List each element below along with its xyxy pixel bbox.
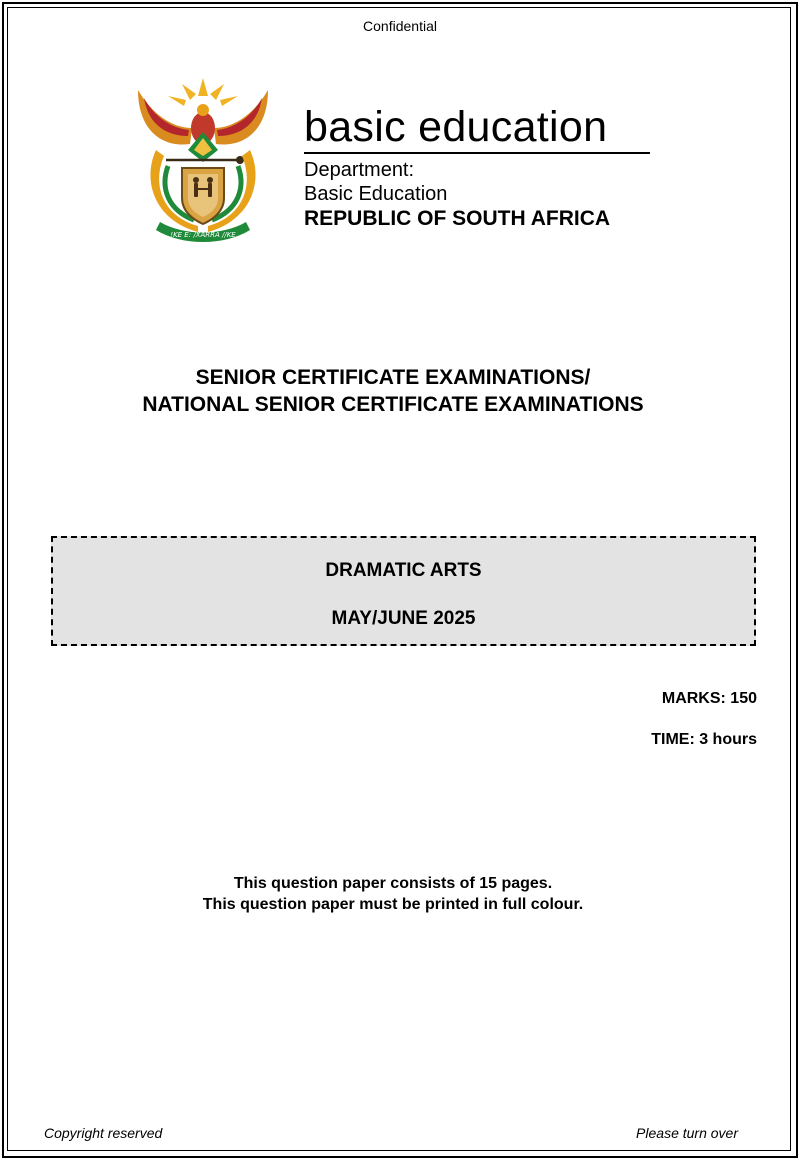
department-brand: basic education — [304, 103, 608, 151]
subject-name: DRAMATIC ARTS — [325, 560, 482, 581]
department-label: Department: — [304, 159, 415, 181]
turn-over-footer: Please turn over — [636, 1125, 738, 1141]
country-name: REPUBLIC OF SOUTH AFRICA — [304, 207, 611, 230]
svg-text:!KE E: /XARRA //KE: !KE E: /XARRA //KE — [170, 231, 236, 239]
coat-of-arms-icon — [132, 70, 274, 250]
exam-title — [0, 364, 786, 418]
department-logo-text — [304, 100, 654, 232]
exam-title-line-1: SENIOR CERTIFICATE EXAMINATIONS/ — [195, 366, 591, 389]
exam-title-line-2: NATIONAL SENIOR CERTIFICATE EXAMINATIONS — [142, 393, 644, 416]
paper-notes — [0, 873, 786, 915]
subject-box — [51, 536, 756, 646]
confidential-label: Confidential — [363, 18, 437, 34]
exam-session: MAY/JUNE 2025 — [331, 608, 476, 629]
copyright-footer: Copyright reserved — [44, 1125, 163, 1141]
department-name: Basic Education — [304, 183, 448, 205]
page-count-note: This question paper consists of 15 pages. — [233, 875, 553, 892]
time-label: TIME: 3 hours — [651, 731, 757, 748]
marks-label: MARKS: 150 — [661, 690, 757, 707]
print-colour-note: This question paper must be printed in full colour. — [202, 896, 584, 913]
